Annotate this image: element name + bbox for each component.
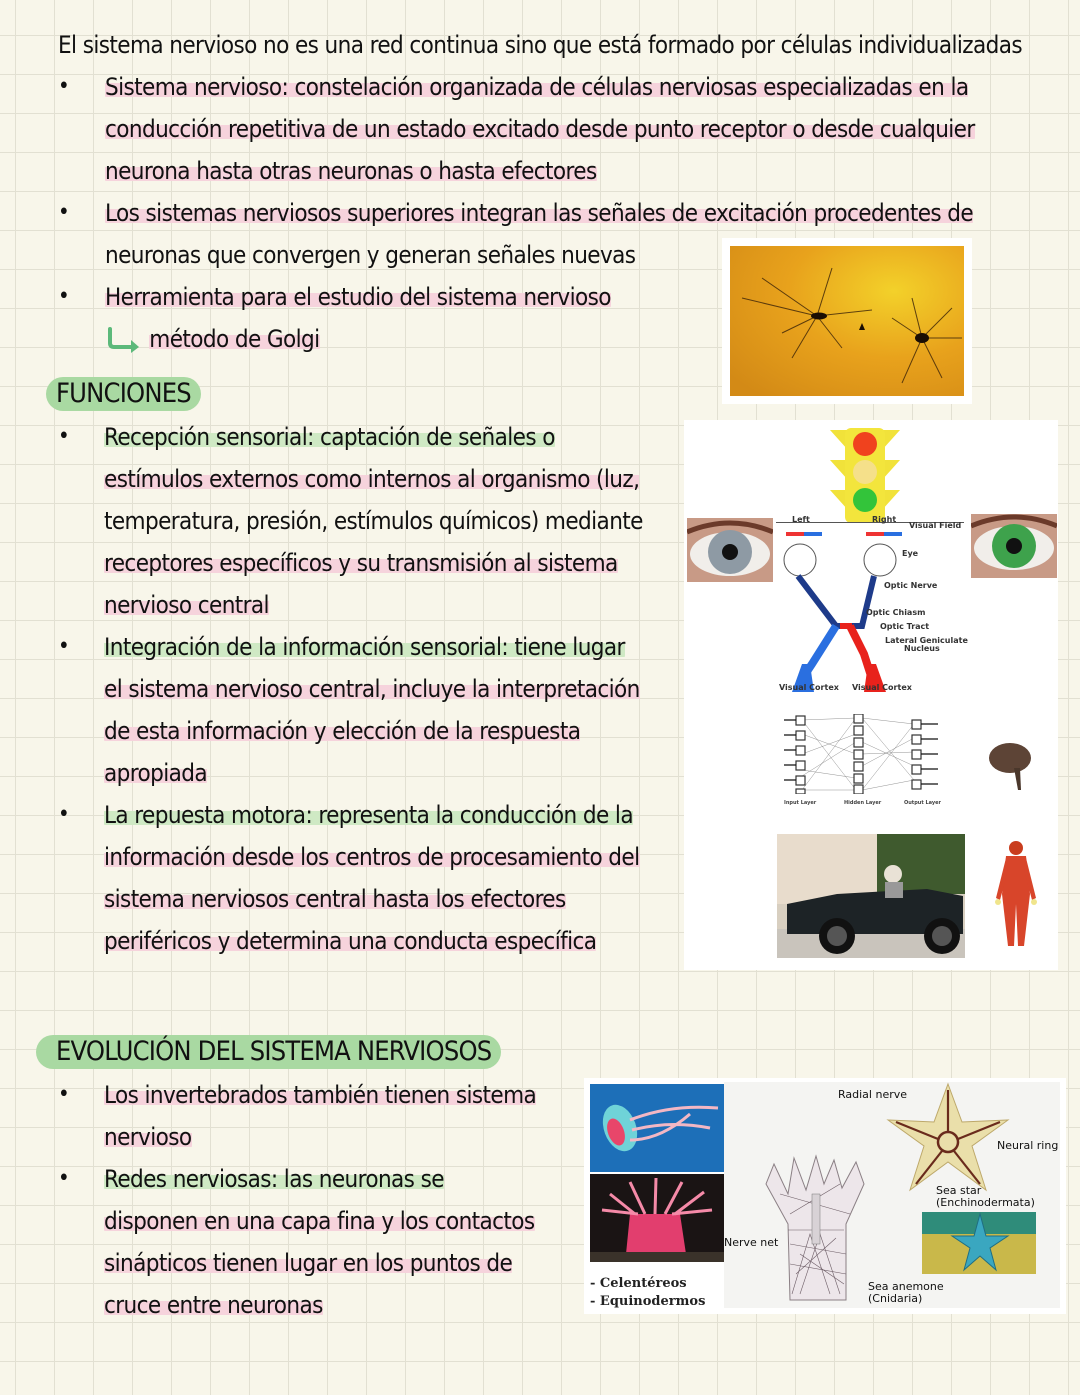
label-equinodermos: - Equinodermos	[590, 1294, 706, 1309]
green-eye-photo	[971, 514, 1057, 578]
bullet-dot: •	[58, 1082, 70, 1107]
intro-bullet-1-line-1: Sistema nervioso: constelación organizada de células nerviosas especializadas en la	[105, 73, 969, 101]
label-celentereos: - Celentéreos	[590, 1276, 687, 1291]
funciones-bullet-1-line-1: Recepción sensorial: captación de señales o	[104, 423, 555, 451]
evolucion-bullet-1-line-1: Los invertebrados también tienen sistema	[104, 1081, 537, 1109]
intro-bullet-1-line-2: conducción repetitiva de un estado excitado desde punto receptor o desde cualquier	[105, 115, 975, 143]
label-visual-cortex-left: Visual Cortex	[779, 683, 839, 692]
label-cnidaria: (Cnidaria)	[868, 1292, 923, 1305]
funciones-bullet-2-line-3: de esta información y elección de la respuesta	[104, 717, 581, 745]
bullet-dot: •	[58, 284, 70, 309]
intro-heading-text: El sistema nervioso no es una red continua sino que está formado por células individualizadas	[58, 31, 1023, 59]
bullet-dot: •	[58, 634, 70, 659]
label-neural-ring: Neural ring	[997, 1139, 1059, 1152]
funciones-bullet-1-line-5: nervioso central	[104, 591, 269, 619]
funciones-bullet-3-line-1: La repuesta motora: representa la conducción de la	[104, 801, 633, 829]
intro-bullet-3-sub: método de Golgi	[105, 322, 320, 356]
funciones-bullet-2-line-4: apropiada	[104, 759, 207, 787]
label-enchinodermata: (Enchinodermata)	[936, 1196, 1035, 1209]
brain-icon	[988, 740, 1036, 792]
sea-anemone-photo	[590, 1174, 724, 1262]
intro-bullet-2-line-1: Los sistemas nerviosos superiores integran las señales de excitación procedentes de	[105, 199, 974, 227]
evolucion-bullet-2-line-3: sinápticos tienen lugar en los puntos de	[104, 1249, 513, 1277]
grey-eye-photo	[687, 518, 773, 582]
intro-bullet-3-line-1: Herramienta para el estudio del sistema nervioso	[105, 283, 611, 311]
bullet-dot: •	[58, 1166, 70, 1191]
label-lgn: Lateral Geniculate	[885, 636, 968, 645]
label-optic-chiasm: Optic Chiasm	[866, 608, 926, 617]
intro-heading	[58, 28, 1022, 62]
label-input-layer: Input Layer	[784, 800, 817, 806]
funciones-bullet-1-line-4: receptores específicos y su transmisión al sistema	[104, 549, 618, 577]
funciones-bullet-1-line-3: temperatura, presión, estímulos químicos) mediante	[104, 507, 643, 535]
label-output-layer: Output Layer	[904, 800, 941, 806]
funciones-bullet-1-line-2: estímulos externos como internos al organismo (luz,	[104, 465, 640, 493]
funciones-bullet-3-line-3: sistema nerviosos central hasta los efectores	[104, 885, 566, 913]
funciones-bullet-2-line-2: el sistema nervioso central, incluye la interpretación	[104, 675, 640, 703]
label-lgn-nucleus: Nucleus	[904, 644, 940, 653]
label-optic-tract: Optic Tract	[880, 622, 930, 631]
bullet-dot: •	[58, 802, 70, 827]
label-sea-anemone: Sea anemone	[868, 1280, 944, 1293]
neural-network-diagram	[782, 714, 952, 794]
bullet-dot: •	[58, 424, 70, 449]
muscle-body-icon	[994, 840, 1038, 948]
label-visual-field: Visual Field	[909, 521, 962, 530]
label-sea-star: Sea star	[936, 1184, 982, 1197]
bullet-dot: •	[58, 74, 70, 99]
label-optic-nerve: Optic Nerve	[884, 581, 938, 590]
funciones-bullet-3-line-4: periféricos y determina una conducta específica	[104, 927, 597, 955]
label-visual-cortex-right: Visual Cortex	[852, 683, 912, 692]
label-hidden-layer: Hidden Layer	[844, 800, 882, 806]
curved-arrow-icon	[105, 327, 143, 353]
evolucion-bullet-2-line-1: Redes nerviosas: las neuronas se	[104, 1165, 444, 1193]
section-title-evolucion: EVOLUCIÓN DEL SISTEMA NERVIOSOS	[36, 1035, 501, 1069]
golgi-image	[722, 238, 972, 404]
evolucion-bullet-2-line-2: disponen en una capa fina y los contactos	[104, 1207, 535, 1235]
label-left: Left	[792, 515, 810, 524]
evolucion-bullet-1-line-2: nervioso	[104, 1123, 192, 1151]
jellyfish-photo	[590, 1084, 724, 1172]
evolucion-bullet-2-line-4: cruce entre neuronas	[104, 1291, 323, 1319]
bullet-dot: •	[58, 200, 70, 225]
funciones-bullet-3-line-2: información desde los centros de procesamiento del	[104, 843, 640, 871]
traffic-light-icon	[830, 428, 900, 523]
label-eye: Eye	[902, 549, 919, 558]
sea-star-photo	[922, 1212, 1036, 1274]
label-right: Right	[872, 515, 897, 524]
evolucion-figure	[584, 1078, 1066, 1314]
funciones-figure	[684, 420, 1058, 970]
label-nerve-net: Nerve net	[724, 1236, 779, 1249]
section-title-funciones: FUNCIONES	[46, 377, 201, 411]
intro-bullet-2-line-2: neuronas que convergen y generan señales nuevas	[105, 241, 636, 269]
intro-bullet-1-line-3: neurona hasta otras neuronas o hasta efectores	[105, 157, 597, 185]
golgi-neuron-photo	[722, 238, 972, 404]
model-t-car-photo	[777, 834, 965, 958]
funciones-bullet-2-line-1: Integración de la información sensorial: tiene lugar	[104, 633, 625, 661]
anemone-nerve-net-diagram	[760, 1154, 874, 1304]
label-radial-nerve: Radial nerve	[838, 1088, 908, 1101]
